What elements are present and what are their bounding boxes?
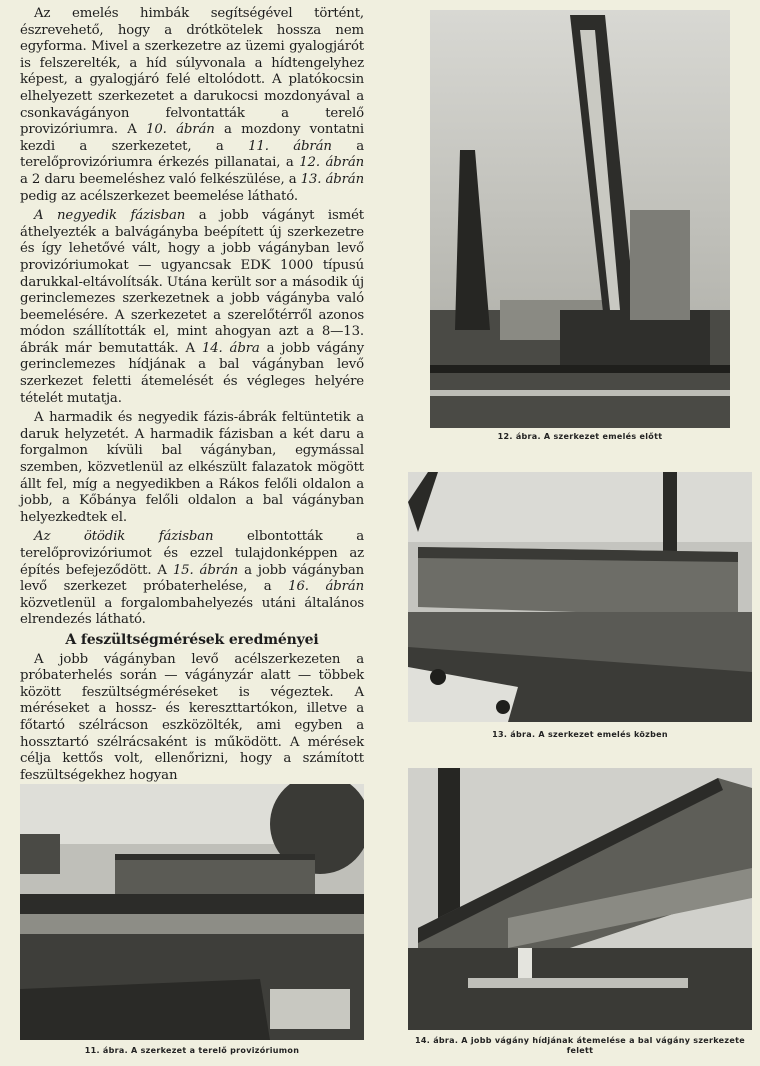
figure-reference: 15. ábrán — [172, 562, 239, 578]
figure-13-caption: 13. ábra. A szerkezet emelés közben — [492, 730, 668, 739]
figure-13-photo — [408, 472, 752, 722]
figure-14-caption: 14. ábra. A jobb vágány hídjának átemelése a bal vágány szerkezete felett — [415, 1036, 745, 1055]
text-run: a jobb vágányban levő szerkezet próbaterhelése, a — [20, 562, 365, 595]
section-heading: A feszültségmérések eredményei — [65, 631, 319, 648]
figure-reference: 13. ábrán — [300, 171, 364, 187]
figure-11-photo — [20, 784, 364, 1040]
paragraph-5: A jobb vágányban levő acélszerkezeten a próbaterhelés során — vágányzár alatt — többek között feszültségméréseket is végeztek. A méréseket a hossz- és kereszttartókon, illetve a főtartó szélrácson eszközölték, ami egyben a hossztartó szélrácsaként is működött. A mérések célja kettős volt, ellenőrizni, hogy a számított feszültségekhez hogyan — [20, 651, 364, 783]
text-run: Az emelés himbák segítségével történt, észrevehető, hogy a drótkötelek hossza nem egyforma. Mivel a szerkezetre az üzemi gyalogjárót is felszerelték, a híd súlyvonala a hídtengelyhez képest, a gyalogjáró felé eltolódott. A platókocsin elhelyezett szerkezetet a darukocsi mozdonyával a csonkavágányon felvontatták a terelő provizóriumra. A — [20, 6, 364, 138]
text-run: közvetlenül a forgalombahelyezés utáni általános elrendezés látható. — [20, 595, 364, 628]
text-run: elbontották a terelőprovizóriumot és ezzel tulajdonképpen az építés befejeződött. A — [20, 529, 364, 578]
figure-reference: 12. ábrán — [299, 155, 365, 171]
figure-reference: 14. ábra — [201, 340, 260, 356]
text-run: A harmadik és negyedik fázis-ábrák feltüntetik a daruk helyzetét. A harmadik fázisban a két daru a forgalmon kívüli bal vágányban, egymással szemben, közvetlenül az elkészült falazatok mögött állt fel, míg a negyedikben a Rákos felőli oldalon a jobb, a Kőbánya felőli oldalon a bal vágányban helyezkedtek el. — [20, 410, 364, 525]
text-run: a jobb vágányt ismét áthelyezték a balvágányba beépített új szerkezetre és így lehetővé vált, hogy a jobb vágányban levő provizóriumokat — ugyancsak EDK 1000 típusú darukkal-eltávolítsák. Utána került sor a második új gerinclemezes szerkezetnek a jobb vágányba való beemelésére. A szerkezetet a szerelőtérről azonos módon szállították el, mint ahogyan azt a 8—13. ábrák már bemutatták. A — [20, 208, 364, 356]
figure-12-caption: 12. ábra. A szerkezet emelés előtt — [497, 432, 663, 441]
figure-12-photo — [430, 10, 730, 428]
figure-reference: A negyedik fázisban — [34, 208, 186, 224]
figure-reference: 16. ábrán — [288, 579, 364, 595]
text-run: a jobb vágány gerinclemezes hídjának a bal vágányban levő szerkezet feletti átemelését és végleges helyére tételét mutatja. — [20, 340, 364, 406]
paragraph-3 — [20, 410, 364, 526]
figure-reference: 10. ábrán — [146, 122, 215, 138]
figure-14-photo — [408, 768, 752, 1030]
text-run: a 2 daru beemeléshez való felkészülése, a — [20, 171, 301, 187]
article-text-column — [20, 6, 364, 787]
text-run: pedig az acélszerkezet beemelése látható. — [20, 188, 298, 204]
figure-reference: 11. ábrán — [248, 138, 332, 154]
paragraph-4 — [20, 529, 364, 629]
text-run: a mozdony vontatni kezdi a szerkezetet, a — [20, 122, 364, 154]
paragraph-2 — [20, 208, 364, 407]
paragraph-1 — [20, 6, 364, 205]
text-run: a terelőprovizóriumra érkezés pillanatai, a — [20, 138, 365, 171]
figure-11-caption: 11. ábra. A szerkezet a terelő provizóriumon — [84, 1046, 300, 1055]
figure-reference: Az ötödik fázisban — [34, 529, 214, 545]
